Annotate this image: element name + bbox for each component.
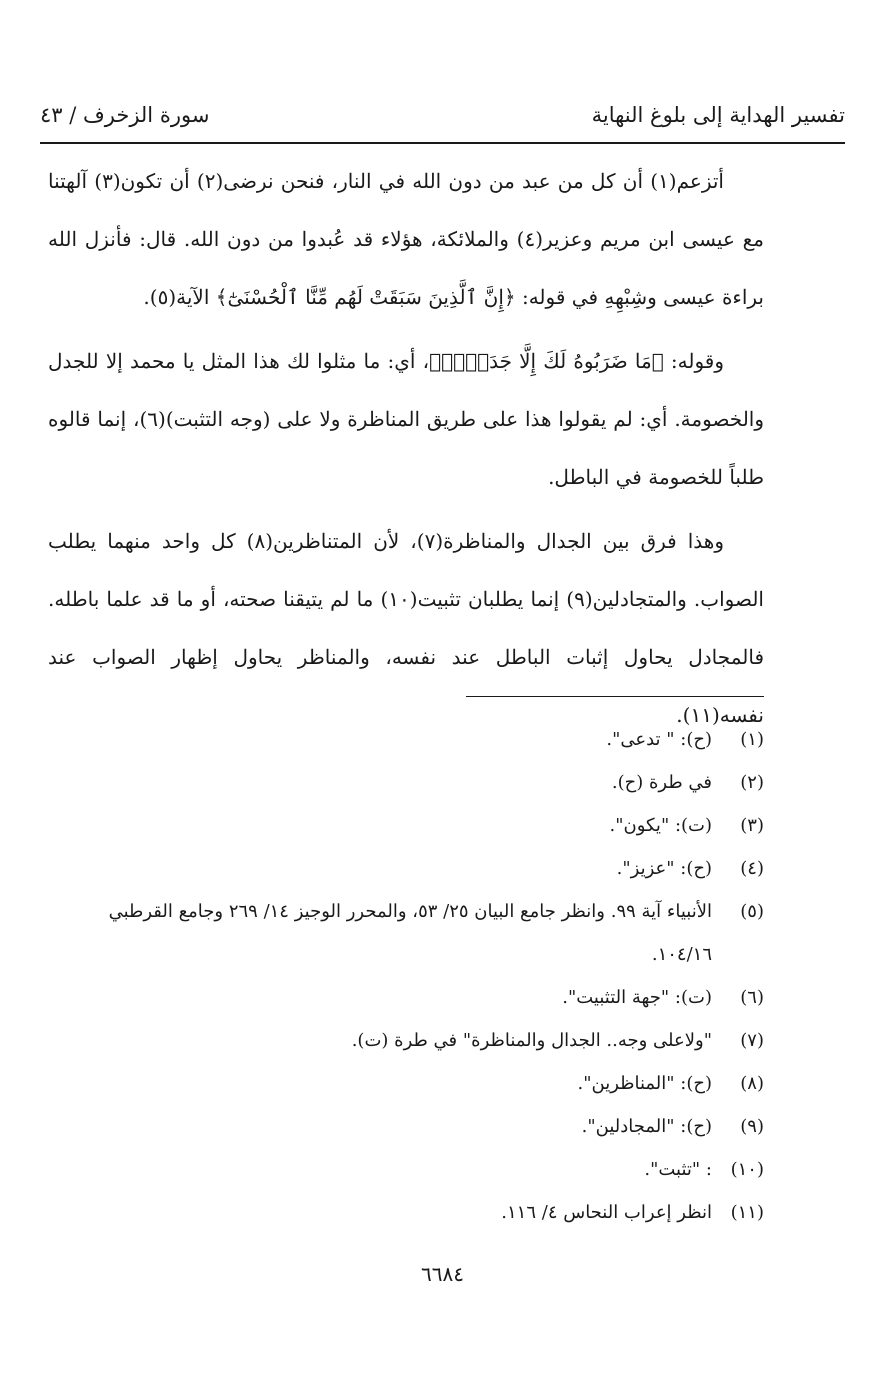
footnote-number: (٤) xyxy=(740,858,764,879)
running-header xyxy=(40,92,845,138)
footnote-number: (٦) xyxy=(740,987,764,1008)
footnote-item xyxy=(48,976,764,1019)
footnote-item xyxy=(48,1019,764,1062)
footnote-number: (٣) xyxy=(740,815,764,836)
footnote-text: "ولاعلى وجه.. الجدال والمناظرة" في طرة (ت). xyxy=(351,1030,712,1051)
footnote-item xyxy=(48,1191,764,1234)
footnote-item xyxy=(48,718,764,761)
footnote-item xyxy=(48,804,764,847)
surah-label: سورة الزخرف / ٤٣ xyxy=(40,103,210,127)
footnote-text: انظر إعراب النحاس ٤/ ١١٦. xyxy=(501,1202,712,1223)
footnote-number: (٥) xyxy=(740,901,764,922)
footnote-text: : "تثبت". xyxy=(644,1159,712,1180)
paragraph: وهذا فرق بين الجدال والمناظرة(٧)، لأن المتناظرين(٨) كل واحد منهما يطلب الصواب. والمتجادلين(٩) إنما يطلبان تثبيت(١٠) ما لم يتيقنا صحته، أو ما قد علما باطله. فالمجادل يحاول إثبات الباطل عند نفسه، والمناظر يحاول إظهار الصواب عند نفسه(١١). xyxy=(48,529,764,727)
footnote-number: (٨) xyxy=(740,1073,764,1094)
book-title: تفسير الهداية إلى بلوغ النهاية xyxy=(591,103,845,127)
footnote-number: (١٠) xyxy=(730,1159,764,1180)
footnote-item xyxy=(48,890,764,976)
footnote-item xyxy=(48,761,764,804)
footnote-text: (ح): " تدعى". xyxy=(606,729,712,750)
footnote-text: (ت): "جهة التثبيت". xyxy=(562,987,712,1008)
footnote-text: الأنبياء آية ٩٩. وانظر جامع البيان ٢٥/ ٥٣، والمحرر الوجيز ١٤/ ٢٦٩ وجامع القرطبي ١٠٤/١٦. xyxy=(108,901,712,965)
footnote-number: (١١) xyxy=(730,1202,764,1223)
footnote-item xyxy=(48,847,764,890)
footnote-text: (ح): "عزيز". xyxy=(616,858,712,879)
main-text xyxy=(48,152,764,750)
paragraph: وقوله: ﴿مَا ضَرَبُوهُ لَكَ إِلَّا جَدَلًاۢ﴾، أي: ما مثلوا لك هذا المثل يا محمد إلا للجدل والخصومة. أي: لم يقولوا هذا على طريق المناظرة ولا على (وجه التثبت)(٦)، إنما قالوه طلباً للخصومة في الباطل. xyxy=(48,349,765,489)
footnote-number: (١) xyxy=(740,729,764,750)
footnote-number: (٧) xyxy=(740,1030,764,1051)
footnote-item xyxy=(48,1062,764,1105)
footnote-text: (ح): "المناظرين". xyxy=(577,1073,712,1094)
footnote-text: في طرة (ح). xyxy=(611,772,712,793)
footnote-text: (ت): "يكون". xyxy=(609,815,712,836)
footnote-number: (٢) xyxy=(740,772,764,793)
footnote-item xyxy=(48,1105,764,1148)
footnote-item xyxy=(48,1148,764,1191)
footnote-list xyxy=(48,718,764,1234)
footnote-number: (٩) xyxy=(740,1116,764,1137)
footnote-divider xyxy=(466,696,764,697)
page-number: ٦٦٨٤ xyxy=(421,1262,464,1286)
footnote-text: (ح): "المجادلين". xyxy=(581,1116,712,1137)
paragraph: أتزعم(١) أن كل من عبد من دون الله في النار، فنحن نرضى(٢) أن تكون(٣) آلهتنا مع عيسى ابن مريم وعزير(٤) والملائكة، هؤلاء قد عُبدوا من دون الله. قال: فأنزل الله براءة عيسى وشِبْهِهِ في قوله: ﴿إِنَّ ٱلَّذِينَ سَبَقَتْ لَهُم مِّنَّا ٱلْحُسْنَىٰٓ﴾ الآية(٥). xyxy=(48,169,764,309)
header-divider xyxy=(40,142,845,144)
